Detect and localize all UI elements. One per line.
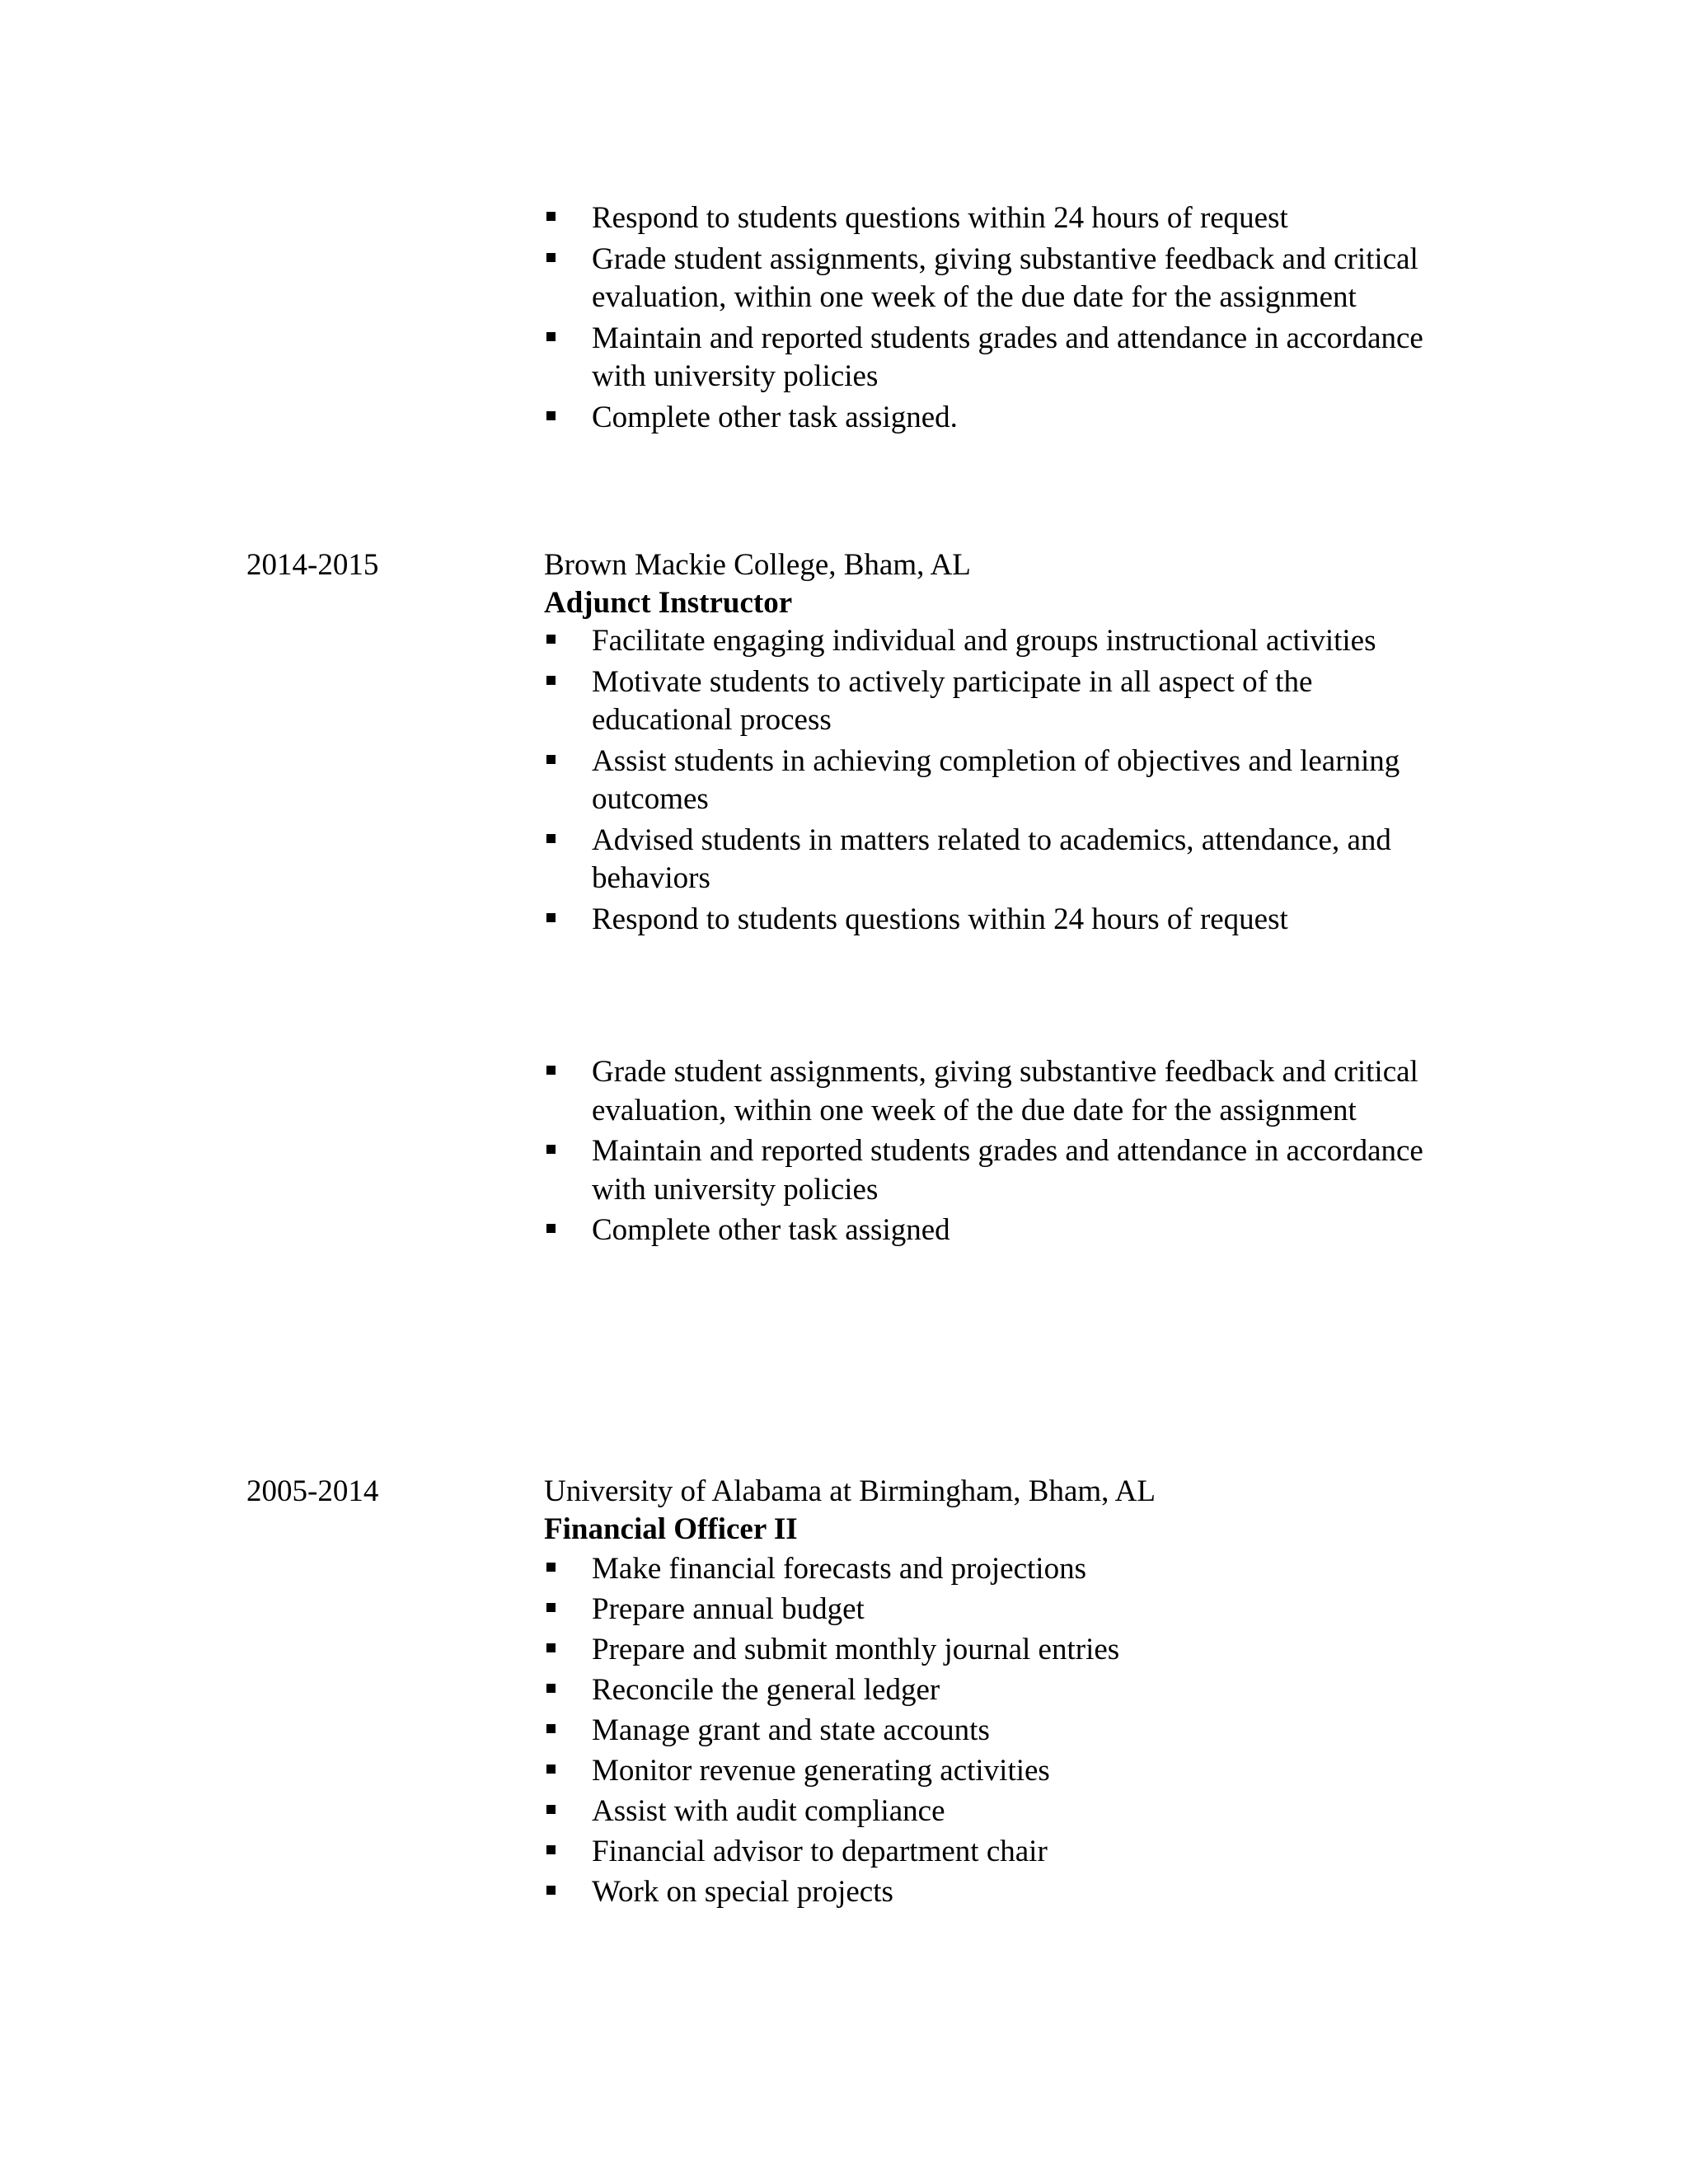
square-bullet-icon	[546, 1224, 556, 1233]
square-bullet-icon	[546, 1643, 556, 1652]
duty-item: Grade student assignments, giving substantive feedback and critical evaluation, within one week of the due date for the assignment	[544, 241, 1459, 317]
duty-item: Make financial forecasts and projections	[544, 1550, 1459, 1589]
square-bullet-icon	[546, 212, 556, 221]
square-bullet-icon	[546, 1066, 556, 1075]
employer-name: University of Alabama at Birmingham, Bham, AL	[544, 1474, 1156, 1508]
duty-item: Maintain and reported students grades and attendance in accordance with university policies	[544, 320, 1459, 396]
duties-list	[544, 1550, 1459, 1912]
job-dates: 2005-2014	[246, 1474, 379, 1508]
duty-item: Respond to students questions within 24 hours of request	[544, 901, 1459, 940]
square-bullet-icon	[546, 676, 556, 685]
duty-item: Maintain and reported students grades and attendance in accordance with university policies	[544, 1132, 1459, 1209]
job-content	[544, 1473, 1459, 1914]
duty-item: Manage grant and state accounts	[544, 1712, 1459, 1750]
duties-list	[544, 622, 1459, 939]
duty-item: Respond to students questions within 24 hours of request	[544, 199, 1459, 238]
job-dates: 2014-2015	[246, 548, 379, 582]
duty-item: Complete other task assigned	[544, 1212, 1459, 1250]
square-bullet-icon	[546, 755, 556, 764]
duty-item: Reconcile the general ledger	[544, 1671, 1459, 1710]
square-bullet-icon	[546, 1724, 556, 1733]
duty-item: Assist with audit compliance	[544, 1793, 1459, 1831]
duty-item: Advised students in matters related to academics, attendance, and behaviors	[544, 822, 1459, 898]
duty-item: Monitor revenue generating activities	[544, 1752, 1459, 1791]
square-bullet-icon	[546, 1765, 556, 1774]
job-content	[544, 546, 1459, 941]
duty-item: Prepare annual budget	[544, 1591, 1459, 1629]
square-bullet-icon	[546, 411, 556, 420]
square-bullet-icon	[546, 1886, 556, 1895]
employer-name: Brown Mackie College, Bham, AL	[544, 548, 971, 582]
job-title: Adjunct Instructor	[544, 586, 793, 620]
duty-item: Assist students in achieving completion of objectives and learning outcomes	[544, 743, 1459, 819]
duty-item: Grade student assignments, giving substantive feedback and critical evaluation, within one week of the due date for the assignment	[544, 1053, 1459, 1130]
square-bullet-icon	[546, 1603, 556, 1612]
continued-duties-list	[544, 199, 1459, 437]
square-bullet-icon	[546, 1684, 556, 1693]
square-bullet-icon	[546, 332, 556, 341]
duty-item: Work on special projects	[544, 1873, 1459, 1912]
duty-item: Complete other task assigned.	[544, 399, 1459, 438]
duty-item: Financial advisor to department chair	[544, 1833, 1459, 1872]
square-bullet-icon	[546, 635, 556, 644]
duty-item: Motivate students to actively participate in all aspect of the educational process	[544, 663, 1459, 740]
square-bullet-icon	[546, 1563, 556, 1572]
square-bullet-icon	[546, 1805, 556, 1814]
square-bullet-icon	[546, 1845, 556, 1854]
square-bullet-icon	[546, 1145, 556, 1154]
square-bullet-icon	[546, 913, 556, 922]
duty-item: Prepare and submit monthly journal entries	[544, 1631, 1459, 1670]
continued-duties-content	[544, 199, 1459, 439]
job-content-continued	[544, 1053, 1459, 1253]
job-title: Financial Officer II	[544, 1512, 798, 1546]
duties-list	[544, 1053, 1459, 1250]
square-bullet-icon	[546, 253, 556, 262]
duty-item: Facilitate engaging individual and groups instructional activities	[544, 622, 1459, 661]
square-bullet-icon	[546, 834, 556, 843]
